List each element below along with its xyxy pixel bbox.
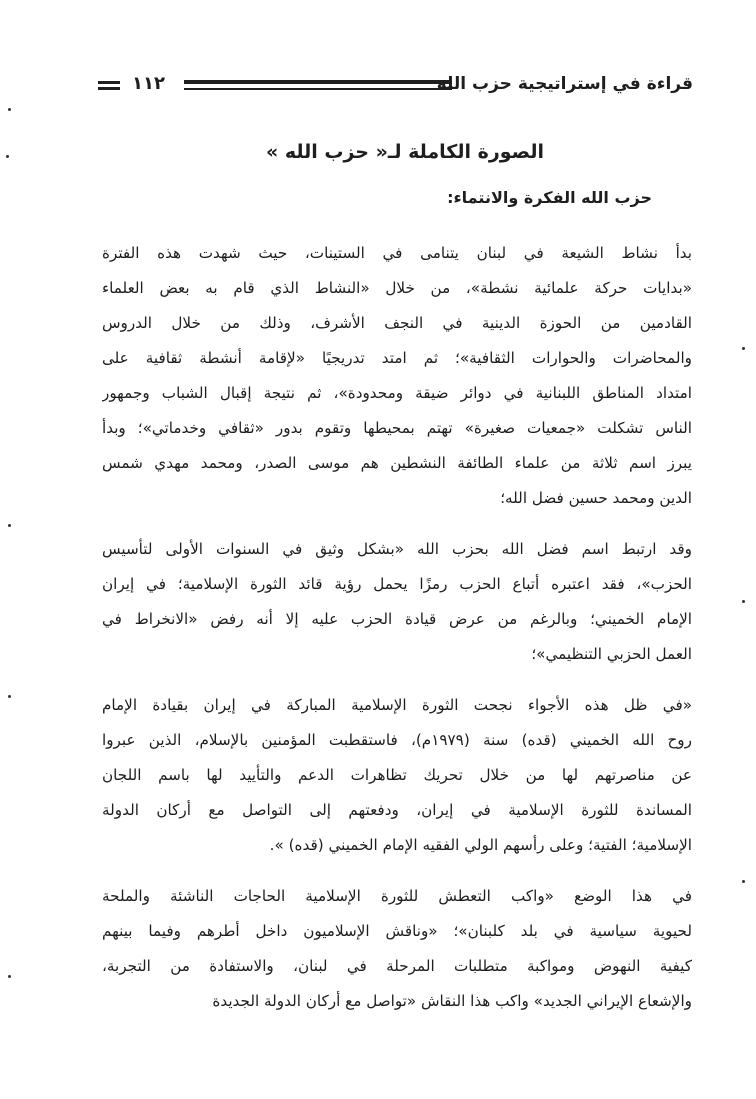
text-line: لحيوية سياسية في بلد كلبنان»؛ «وناقش الإسلاميون داخل أطرهم وفيما بينهم (102, 922, 692, 940)
text-line: المساندة للثورة الإسلامية في إيران، ودفعتهم إلى التواصل مع أركان الدولة (102, 801, 692, 819)
page-number: ١١٢ (132, 73, 165, 94)
margin-mark (8, 524, 11, 527)
paragraph (102, 236, 692, 516)
body-text (102, 236, 692, 1019)
text-line: عن مناصرتهم لها من خلال تحريك تظاهرات الدعم والتأييد لها باسم اللجان (102, 766, 692, 784)
margin-mark (742, 600, 745, 603)
paragraph (102, 688, 692, 863)
paragraph-gap (102, 516, 692, 532)
paragraph (102, 532, 692, 672)
header-rule (184, 80, 452, 84)
margin-mark (6, 155, 9, 158)
paragraph-gap (102, 863, 692, 879)
margin-mark (742, 347, 745, 350)
text-line: يبرز اسم ثلاثة من علماء الطائفة النشطين هم موسى الصدر، ومحمد مهدي شمس (102, 454, 692, 472)
subtitle: حزب الله الفكرة والانتماء: (447, 188, 652, 207)
text-line: الناس تشكلت «جمعيات صغيرة» تهتم بمحيطها وتقوم بدور «ثقافي وخدماتي»؛ وبدأ (102, 419, 692, 437)
text-line: في هذا الوضع «واكب التعطش للثورة الإسلامية الحاجات الناشئة والملحة (102, 887, 692, 905)
paragraph (102, 879, 692, 1019)
text-line: روح الله الخميني (قده) سنة (١٩٧٩م)، فاستقطبت المؤمنين بالإسلام، الذين عبروا (102, 731, 692, 749)
text-line: امتداد المناطق اللبنانية في دوائر ضيقة ومحدودة»، ثم نتيجة إقبال الشباب وجمهور (102, 384, 692, 402)
page-number-dash (98, 81, 120, 84)
margin-mark (8, 108, 11, 111)
text-line: العمل الحزبي التنظيمي»؛ (531, 645, 692, 663)
margin-mark (8, 975, 11, 978)
text-line: الحزب»، فقد اعتبره أتباع الحزب رمزًا يحمل رؤية قائد الثورة الإسلامية؛ في إيران (102, 575, 692, 593)
text-line: والإشعاع الإيراني الجديد» واكب هذا النقاش «تواصل مع أركان الدولة الجديدة (212, 992, 692, 1010)
margin-mark (8, 695, 11, 698)
text-line: والمحاضرات والحوارات الثقافية»؛ ثم امتد تدريجيًا «لإقامة أنشطة ثقافية على (102, 349, 692, 367)
section-title: الصورة الكاملة لـ« حزب الله » (265, 141, 545, 163)
text-line: الإمام الخميني؛ وبالرغم من عرض قيادة الحزب عليه إلا أنه رفض «الانخراط في (102, 610, 692, 628)
text-line: «بدايات حركة علمائية نشطة»، من خلال «النشاط الذي قام به بعض العلماء (102, 279, 692, 297)
text-line: «في ظل هذه الأجواء نجحت الثورة الإسلامية المباركة في إيران بقيادة الإمام (102, 696, 692, 714)
text-line: الدين ومحمد حسين فضل الله؛ (500, 489, 692, 507)
text-line: القادمين من الحوزة الدينية في النجف الأشرف، وذلك من خلال الدروس (102, 314, 692, 332)
header-rule-thin (184, 88, 452, 90)
running-header (98, 72, 693, 106)
text-line: الإسلامية؛ الفتية؛ وعلى رأسهم الولي الفقيه الإمام الخميني (قده) ». (269, 836, 692, 854)
margin-mark (742, 880, 745, 883)
text-line: وقد ارتبط اسم فضل الله بحزب الله «بشكل وثيق في السنوات الأولى لتأسيس (102, 540, 692, 558)
text-line: كيفية النهوض ومواكبة متطلبات المرحلة في لبنان، والاستفادة من التجربة، (102, 957, 692, 975)
text-line: بدأ نشاط الشيعة في لبنان يتنامى في الستينات، حيث شهدت هذه الفترة (102, 244, 692, 262)
paragraph-gap (102, 672, 692, 688)
book-title: قراءة في إستراتيجية حزب الله (436, 74, 693, 94)
